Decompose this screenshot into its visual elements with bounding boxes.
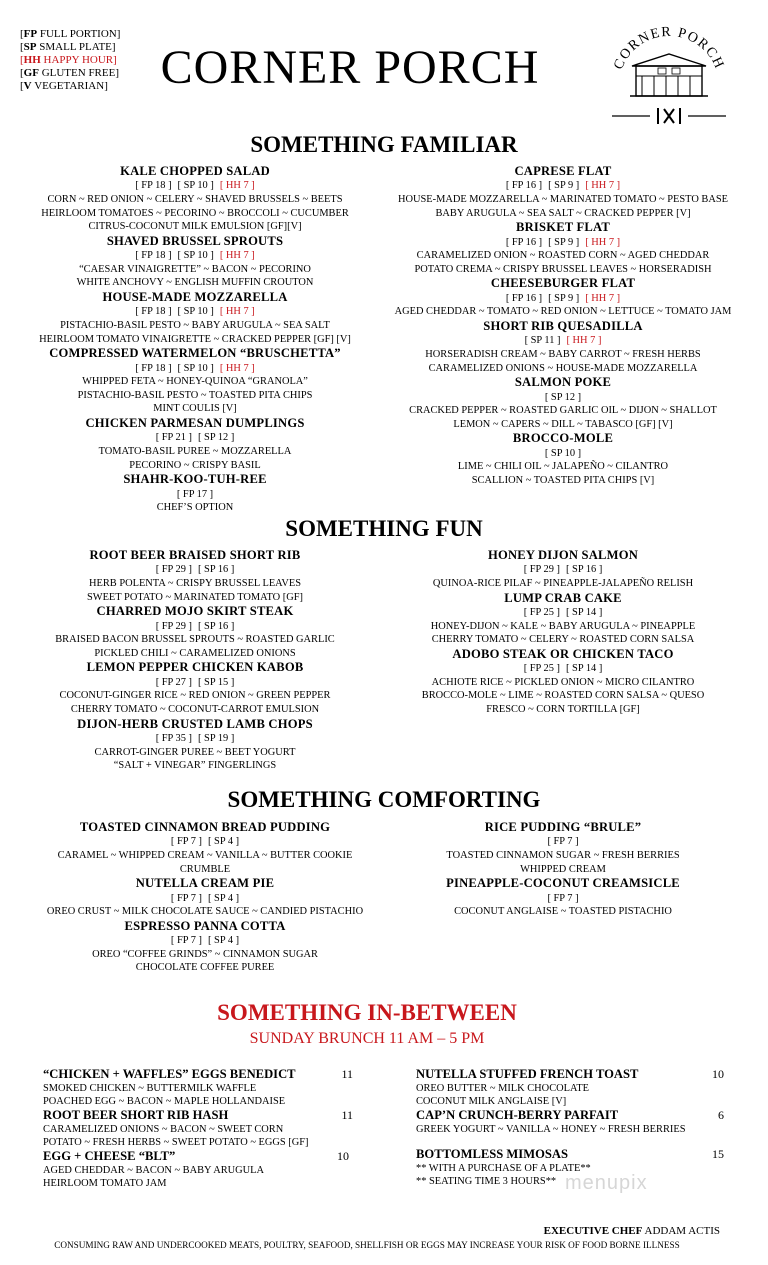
price-tag: [ SP 4 ] bbox=[208, 892, 240, 904]
item-price bbox=[378, 292, 748, 306]
price-tag: [ SP 10 ] bbox=[177, 362, 214, 374]
happy-hour-price: [ HH 7 ] bbox=[219, 250, 255, 262]
item-name: HONEY DIJON SALMON bbox=[487, 548, 639, 562]
item-description: OREO CRUST ~ MILK CHOCOLATE SAUCE ~ CANDIED PISTACHIO bbox=[46, 906, 364, 918]
logo-text: CORNER PORCH bbox=[611, 24, 727, 72]
price-tag: [ SP 10 ] bbox=[544, 447, 582, 459]
item-description: MINT COULIS [V] bbox=[153, 403, 237, 415]
item-description: LIME ~ CHILI OIL ~ JALAPEÑO ~ CILANTRO bbox=[457, 461, 669, 473]
chef-name: ADDAM ACTIS bbox=[644, 1225, 720, 1237]
item-description: ACHIOTE RICE ~ PICKLED ONION ~ MICRO CILANTRO bbox=[431, 676, 695, 688]
price-tag: [ SP 16 ] bbox=[566, 564, 603, 576]
item-name: SHORT RIB QUESADILLA bbox=[483, 318, 643, 333]
brunch-item-description: GREEK YOGURT ~ VANILLA ~ HONEY ~ FRESH BERRIES bbox=[416, 1124, 686, 1135]
brunch-item-name: NUTELLA STUFFED FRENCH TOAST bbox=[416, 1067, 639, 1081]
item-description: CITRUS-COCONUT MILK EMULSION [GF][V] bbox=[88, 221, 302, 233]
item-name: ROOT BEER BRAISED SHORT RIB bbox=[89, 548, 301, 562]
item-description: CHERRY TOMATO ~ CELERY ~ ROASTED CORN SALSA bbox=[431, 634, 695, 646]
item-name: LUMP CRAB CAKE bbox=[504, 590, 622, 605]
legend-code: FP bbox=[23, 28, 38, 40]
item-description: QUINOA-RICE PILAF ~ PINEAPPLE-JALAPEÑO RELISH bbox=[432, 578, 694, 589]
price-tag: [ SP 10 ] bbox=[177, 306, 214, 318]
legend-text: SMALL PLATE bbox=[39, 41, 112, 53]
price-tag: [ SP 4 ] bbox=[208, 935, 240, 947]
item-description: FRESCO ~ CORN TORTILLA [GF] bbox=[486, 703, 640, 715]
item-price bbox=[10, 892, 400, 906]
brunch-item bbox=[43, 1108, 353, 1149]
menu-item bbox=[10, 548, 380, 604]
menu-item bbox=[10, 472, 380, 515]
comforting-right-column bbox=[378, 820, 748, 919]
price-tag: [ SP 4 ] bbox=[208, 836, 240, 848]
item-name: DIJON-HERB CRUSTED LAMB CHOPS bbox=[77, 716, 313, 731]
item-name: SHAHR-KOO-TUH-REE bbox=[123, 472, 267, 487]
legend-item: [HH HAPPY HOUR] bbox=[20, 54, 117, 66]
item-description: CARAMELIZED ONION ~ ROASTED CORN ~ AGED CHEDDAR bbox=[416, 250, 710, 262]
item-description: CRUMBLE bbox=[179, 863, 231, 875]
brunch-item-description: ** SEATING TIME 3 HOURS** bbox=[416, 1176, 557, 1187]
brunch-item bbox=[43, 1067, 353, 1108]
item-description: HEIRLOOM TOMATOES ~ PECORINO ~ BROCCOLI ~ CUCUMBER bbox=[41, 207, 349, 219]
item-price bbox=[378, 662, 748, 676]
menu-item bbox=[10, 876, 400, 919]
price-tag: [ FP 16 ] bbox=[505, 292, 543, 304]
price-tag: [ FP 7 ] bbox=[170, 836, 202, 848]
comforting-left-column bbox=[10, 820, 400, 975]
happy-hour-price: [ HH 7 ] bbox=[219, 362, 255, 374]
item-description: PISTACHIO-BASIL PESTO ~ BABY ARUGULA ~ SEA SALT bbox=[60, 319, 330, 331]
price-tag: [ FP 29 ] bbox=[155, 564, 192, 576]
legend-code: HH bbox=[23, 54, 41, 66]
brunch-item-price: 11 bbox=[341, 1108, 353, 1122]
item-price bbox=[10, 249, 380, 263]
item-description: TOMATO-BASIL PUREE ~ MOZZARELLA bbox=[98, 445, 292, 457]
menu-item bbox=[378, 647, 748, 717]
price-tag: [ SP 9 ] bbox=[548, 292, 580, 304]
brunch-item-description: AGED CHEDDAR ~ BACON ~ BABY ARUGULA bbox=[43, 1165, 264, 1176]
price-tag: [ FP 35 ] bbox=[155, 732, 192, 744]
item-name: HOUSE-MADE MOZZARELLA bbox=[102, 289, 288, 304]
menu-item bbox=[378, 276, 748, 319]
brunch-item bbox=[416, 1108, 724, 1136]
legend-text: FULL PORTION bbox=[39, 28, 117, 40]
item-description: HOUSE-MADE MOZZARELLA ~ MARINATED TOMATO ~ PESTO BASE bbox=[397, 194, 728, 205]
menu-item bbox=[10, 416, 380, 472]
item-description: BRAISED BACON BRUSSEL SPROUTS ~ ROASTED GARLIC bbox=[55, 634, 335, 646]
familiar-right-column bbox=[378, 164, 748, 488]
item-name: ADOBO STEAK OR CHICKEN TACO bbox=[452, 646, 674, 661]
fun-left-column bbox=[10, 548, 380, 773]
food-warning: CONSUMING RAW AND UNDERCOOKED MEATS, POULTRY, SEAFOOD, SHELLFISH OR EGGS MAY INCREASE YOUR RISK OF FOOD BORNE ILLNESS bbox=[54, 1240, 680, 1250]
brunch-item-description: HEIRLOOM TOMATO JAM bbox=[43, 1178, 167, 1189]
happy-hour-price: [ HH 7 ] bbox=[219, 180, 255, 192]
menu-item bbox=[378, 548, 748, 591]
price-tag: [ SP 16 ] bbox=[198, 564, 235, 576]
price-tag: [ SP 19 ] bbox=[198, 732, 235, 744]
price-tag: [ FP 18 ] bbox=[135, 180, 172, 192]
brunch-item-name: ROOT BEER SHORT RIB HASH bbox=[43, 1108, 229, 1122]
item-price bbox=[378, 835, 748, 849]
item-price bbox=[10, 934, 400, 948]
item-description: LEMON ~ CAPERS ~ DILL ~ TABASCO [GF] [V] bbox=[453, 418, 673, 430]
section-title-familiar: SOMETHING FAMILIAR bbox=[250, 132, 518, 157]
legend-item: [FP FULL PORTION] bbox=[20, 28, 121, 40]
brunch-item-name: CAP’N CRUNCH-BERRY PARFAIT bbox=[416, 1108, 619, 1122]
item-description: CARAMEL ~ WHIPPED CREAM ~ VANILLA ~ BUTTER COOKIE bbox=[57, 850, 353, 861]
item-description: AGED CHEDDAR ~ TOMATO ~ RED ONION ~ LETTUCE ~ TOMATO JAM bbox=[394, 306, 732, 318]
item-price bbox=[10, 732, 380, 746]
brunch-subtitle: SUNDAY BRUNCH 11 AM – 5 PM bbox=[249, 1030, 485, 1047]
section-title-fun: SOMETHING FUN bbox=[285, 516, 483, 541]
fun-right-column bbox=[378, 548, 748, 717]
brunch-title: SOMETHING IN-BETWEEN bbox=[217, 1000, 517, 1025]
price-tag: [ SP 10 ] bbox=[177, 180, 214, 192]
legend-item: [GF GLUTEN FREE] bbox=[20, 67, 120, 79]
price-tag: [ FP 7 ] bbox=[170, 935, 202, 947]
price-tag: [ FP 16 ] bbox=[505, 236, 543, 248]
brunch-item-description: POTATO ~ FRESH HERBS ~ SWEET POTATO ~ EGGS [GF] bbox=[43, 1137, 309, 1148]
brunch-item-price: 11 bbox=[341, 1067, 353, 1081]
item-description: HERB POLENTA ~ CRISPY BRUSSEL LEAVES bbox=[89, 578, 301, 589]
chef-label: EXECUTIVE CHEF bbox=[543, 1225, 643, 1237]
price-tag: [ FP 16 ] bbox=[505, 180, 543, 192]
price-tag: [ SP 14 ] bbox=[566, 663, 603, 675]
item-description: OREO “COFFEE GRINDS” ~ CINNAMON SUGAR bbox=[92, 948, 318, 960]
price-tag: [ FP 29 ] bbox=[523, 564, 560, 576]
item-price bbox=[10, 362, 380, 376]
item-description: SWEET POTATO ~ MARINATED TOMATO [GF] bbox=[87, 591, 303, 603]
item-price bbox=[378, 179, 748, 193]
price-tag: [ FP 29 ] bbox=[155, 620, 192, 632]
menu-item bbox=[10, 717, 380, 773]
price-tag: [ FP 17 ] bbox=[176, 488, 214, 500]
brunch-right-column bbox=[416, 1067, 724, 1188]
legend-item: [SP SMALL PLATE] bbox=[20, 41, 116, 53]
item-description: COCONUT ANGLAISE ~ TOASTED PISTACHIO bbox=[454, 906, 672, 918]
item-description: CORN ~ RED ONION ~ CELERY ~ SHAVED BRUSSELS ~ BEETS bbox=[47, 194, 343, 205]
price-tag: [ SP 12 ] bbox=[198, 432, 235, 444]
price-tag: [ FP 25 ] bbox=[523, 607, 560, 618]
item-description: CARROT-GINGER PUREE ~ BEET YOGURT bbox=[94, 746, 296, 758]
price-tag: [ SP 15 ] bbox=[198, 676, 235, 688]
item-price bbox=[378, 391, 748, 405]
item-description: POTATO CREMA ~ CRISPY BRUSSEL LEAVES ~ HORSERADISH bbox=[414, 263, 712, 275]
price-tag: [ FP 18 ] bbox=[135, 250, 172, 262]
item-description: TOASTED CINNAMON SUGAR ~ FRESH BERRIES bbox=[446, 850, 680, 861]
brunch-item-name: “CHICKEN + WAFFLES” EGGS BENEDICT bbox=[43, 1067, 296, 1081]
brunch-item-price: 6 bbox=[718, 1108, 724, 1122]
item-name: BROCCO-MOLE bbox=[512, 431, 614, 446]
item-name: LEMON PEPPER CHICKEN KABOB bbox=[86, 660, 304, 675]
item-description: WHIPPED CREAM bbox=[520, 863, 606, 875]
legend-code: SP bbox=[23, 41, 37, 53]
item-price bbox=[378, 892, 748, 906]
item-price bbox=[10, 563, 380, 577]
price-tag: [ FP 7 ] bbox=[547, 836, 579, 848]
item-price bbox=[378, 236, 748, 250]
price-tag: [ SP 12 ] bbox=[544, 391, 582, 403]
watermark: menupix bbox=[565, 1172, 648, 1194]
menu-item bbox=[10, 604, 380, 660]
legend-code: GF bbox=[23, 67, 39, 79]
menu-item bbox=[10, 660, 380, 716]
item-name: CHICKEN PARMESAN DUMPLINGS bbox=[85, 415, 305, 430]
item-description: HORSERADISH CREAM ~ BABY CARROT ~ FRESH HERBS bbox=[425, 348, 701, 360]
price-tag: [ SP 14 ] bbox=[566, 607, 603, 618]
item-price bbox=[378, 334, 748, 348]
price-tag: [ SP 11 ] bbox=[524, 335, 561, 347]
item-name: BRISKET FLAT bbox=[516, 220, 610, 235]
brunch-item-name: BOTTOMLESS MIMOSAS bbox=[416, 1147, 568, 1161]
brunch-item bbox=[416, 1067, 724, 1108]
legend-item: [V VEGETARIAN] bbox=[20, 80, 108, 92]
item-description: PISTACHIO-BASIL PESTO ~ TOASTED PITA CHIPS bbox=[77, 389, 313, 401]
brunch-left-column bbox=[43, 1067, 353, 1190]
menu-item bbox=[378, 220, 748, 276]
item-price bbox=[10, 179, 380, 193]
item-price bbox=[10, 305, 380, 319]
menu-item bbox=[378, 591, 748, 647]
item-name: SALMON POKE bbox=[514, 375, 612, 390]
happy-hour-price: [ HH 7 ] bbox=[585, 292, 621, 304]
menu-item bbox=[10, 234, 380, 290]
item-price bbox=[10, 676, 380, 690]
item-name: RICE PUDDING “BRULE” bbox=[484, 820, 642, 834]
brunch-item-price: 15 bbox=[712, 1147, 724, 1161]
brunch-item bbox=[43, 1149, 353, 1190]
page-title: CORNER PORCH bbox=[160, 41, 540, 94]
price-tag: [ SP 9 ] bbox=[548, 236, 580, 248]
menu-item bbox=[378, 820, 748, 876]
menu-item bbox=[378, 375, 748, 431]
price-tag: [ FP 18 ] bbox=[135, 306, 172, 318]
item-description: WHITE ANCHOVY ~ ENGLISH MUFFIN CROUTON bbox=[76, 277, 314, 289]
item-description: HEIRLOOM TOMATO VINAIGRETTE ~ CRACKED PEPPER [GF] [V] bbox=[39, 333, 351, 345]
item-description: BROCCO-MOLE ~ LIME ~ ROASTED CORN SALSA ~ QUESO bbox=[421, 690, 705, 702]
familiar-left-column bbox=[10, 164, 380, 515]
item-name: CHEESEBURGER FLAT bbox=[490, 276, 636, 291]
item-price bbox=[378, 606, 748, 620]
legend-text: VEGETARIAN bbox=[34, 80, 105, 92]
legend-text: GLUTEN FREE bbox=[41, 67, 116, 79]
item-description: COCONUT-GINGER RICE ~ RED ONION ~ GREEN PEPPER bbox=[59, 690, 331, 702]
brunch-item-description: POACHED EGG ~ BACON ~ MAPLE HOLLANDAISE bbox=[43, 1096, 286, 1107]
item-description: CHOCOLATE COFFEE PUREE bbox=[135, 962, 275, 974]
item-name: NUTELLA CREAM PIE bbox=[135, 876, 275, 891]
menu-item bbox=[10, 290, 380, 346]
brunch-item-description: CARAMELIZED ONIONS ~ BACON ~ SWEET CORN bbox=[43, 1124, 284, 1135]
price-tag: [ FP 7 ] bbox=[170, 892, 202, 904]
menu-item bbox=[378, 431, 748, 487]
item-description: CRACKED PEPPER ~ ROASTED GARLIC OIL ~ DIJON ~ SHALLOT bbox=[409, 405, 717, 417]
brunch-item-description: SMOKED CHICKEN ~ BUTTERMILK WAFFLE bbox=[43, 1083, 257, 1094]
happy-hour-price: [ HH 7 ] bbox=[585, 236, 621, 248]
menu-item bbox=[378, 319, 748, 375]
item-price bbox=[10, 835, 400, 849]
price-tag: [ FP 7 ] bbox=[547, 892, 579, 904]
brunch-item-description: ** WITH A PURCHASE OF A PLATE** bbox=[416, 1163, 591, 1174]
item-name: CAPRESE FLAT bbox=[514, 164, 612, 178]
item-description: PICKLED CHILI ~ CARAMELIZED ONIONS bbox=[94, 647, 296, 659]
menu-item bbox=[10, 164, 380, 234]
item-name: PINEAPPLE-COCONUT CREAMSICLE bbox=[446, 876, 680, 891]
price-tag: [ FP 21 ] bbox=[155, 432, 192, 444]
item-description: SCALLION ~ TOASTED PITA CHIPS [V] bbox=[471, 474, 655, 486]
item-price bbox=[10, 431, 380, 445]
price-tag: [ SP 16 ] bbox=[198, 620, 235, 632]
item-description: CHERRY TOMATO ~ COCONUT-CARROT EMULSION bbox=[70, 703, 320, 715]
item-name: KALE CHOPPED SALAD bbox=[120, 164, 270, 178]
brunch-item-name: EGG + CHEESE “BLT” bbox=[43, 1149, 176, 1163]
menu-item bbox=[10, 919, 400, 975]
item-description: CHEF’S OPTION bbox=[156, 502, 234, 514]
happy-hour-price: [ HH 7 ] bbox=[566, 335, 602, 347]
item-description: BABY ARUGULA ~ SEA SALT ~ CRACKED PEPPER [V] bbox=[435, 207, 691, 219]
section-title-comforting: SOMETHING COMFORTING bbox=[227, 787, 541, 812]
item-name: COMPRESSED WATERMELON “BRUSCHETTA” bbox=[49, 346, 341, 361]
price-tag: [ SP 10 ] bbox=[177, 250, 214, 262]
item-description: PECORINO ~ CRISPY BASIL bbox=[129, 459, 261, 471]
price-tag: [ FP 27 ] bbox=[155, 676, 192, 688]
menu-item bbox=[10, 346, 380, 416]
item-price bbox=[378, 447, 748, 461]
item-description: WHIPPED FETA ~ HONEY-QUINOA “GRANOLA” bbox=[82, 376, 308, 388]
brunch-item-price: 10 bbox=[337, 1149, 349, 1163]
price-tag: [ FP 25 ] bbox=[523, 663, 560, 675]
item-description: “CAESAR VINAIGRETTE” ~ BACON ~ PECORINO bbox=[79, 263, 311, 275]
menu-item bbox=[378, 164, 748, 220]
price-tag: [ SP 9 ] bbox=[548, 180, 580, 192]
item-price bbox=[10, 620, 380, 634]
brunch-item-description: COCONUT MILK ANGLAISE [V] bbox=[416, 1096, 567, 1107]
corner-porch-logo bbox=[606, 14, 732, 126]
brunch-item-price: 10 bbox=[712, 1067, 724, 1081]
menu-item bbox=[378, 876, 748, 919]
item-description: HONEY-DIJON ~ KALE ~ BABY ARUGULA ~ PINEAPPLE bbox=[430, 620, 696, 632]
item-description: “SALT + VINEGAR” FINGERLINGS bbox=[113, 760, 277, 772]
item-price bbox=[378, 563, 748, 577]
item-name: ESPRESSO PANNA COTTA bbox=[124, 918, 286, 933]
price-tag: [ FP 18 ] bbox=[135, 362, 172, 374]
brunch-item-description: OREO BUTTER ~ MILK CHOCOLATE bbox=[416, 1083, 590, 1094]
item-name: TOASTED CINNAMON BREAD PUDDING bbox=[79, 820, 331, 834]
legend-text: HAPPY HOUR bbox=[43, 54, 114, 66]
happy-hour-price: [ HH 7 ] bbox=[219, 306, 255, 318]
item-name: SHAVED BRUSSEL SPROUTS bbox=[106, 233, 284, 248]
menu-item bbox=[10, 820, 400, 876]
item-description: CARAMELIZED ONIONS ~ HOUSE-MADE MOZZARELLA bbox=[428, 362, 698, 374]
legend-code: V bbox=[23, 80, 32, 92]
item-name: CHARRED MOJO SKIRT STEAK bbox=[96, 604, 294, 619]
happy-hour-price: [ HH 7 ] bbox=[585, 180, 621, 192]
executive-chef bbox=[544, 1225, 720, 1237]
item-price bbox=[10, 488, 380, 502]
